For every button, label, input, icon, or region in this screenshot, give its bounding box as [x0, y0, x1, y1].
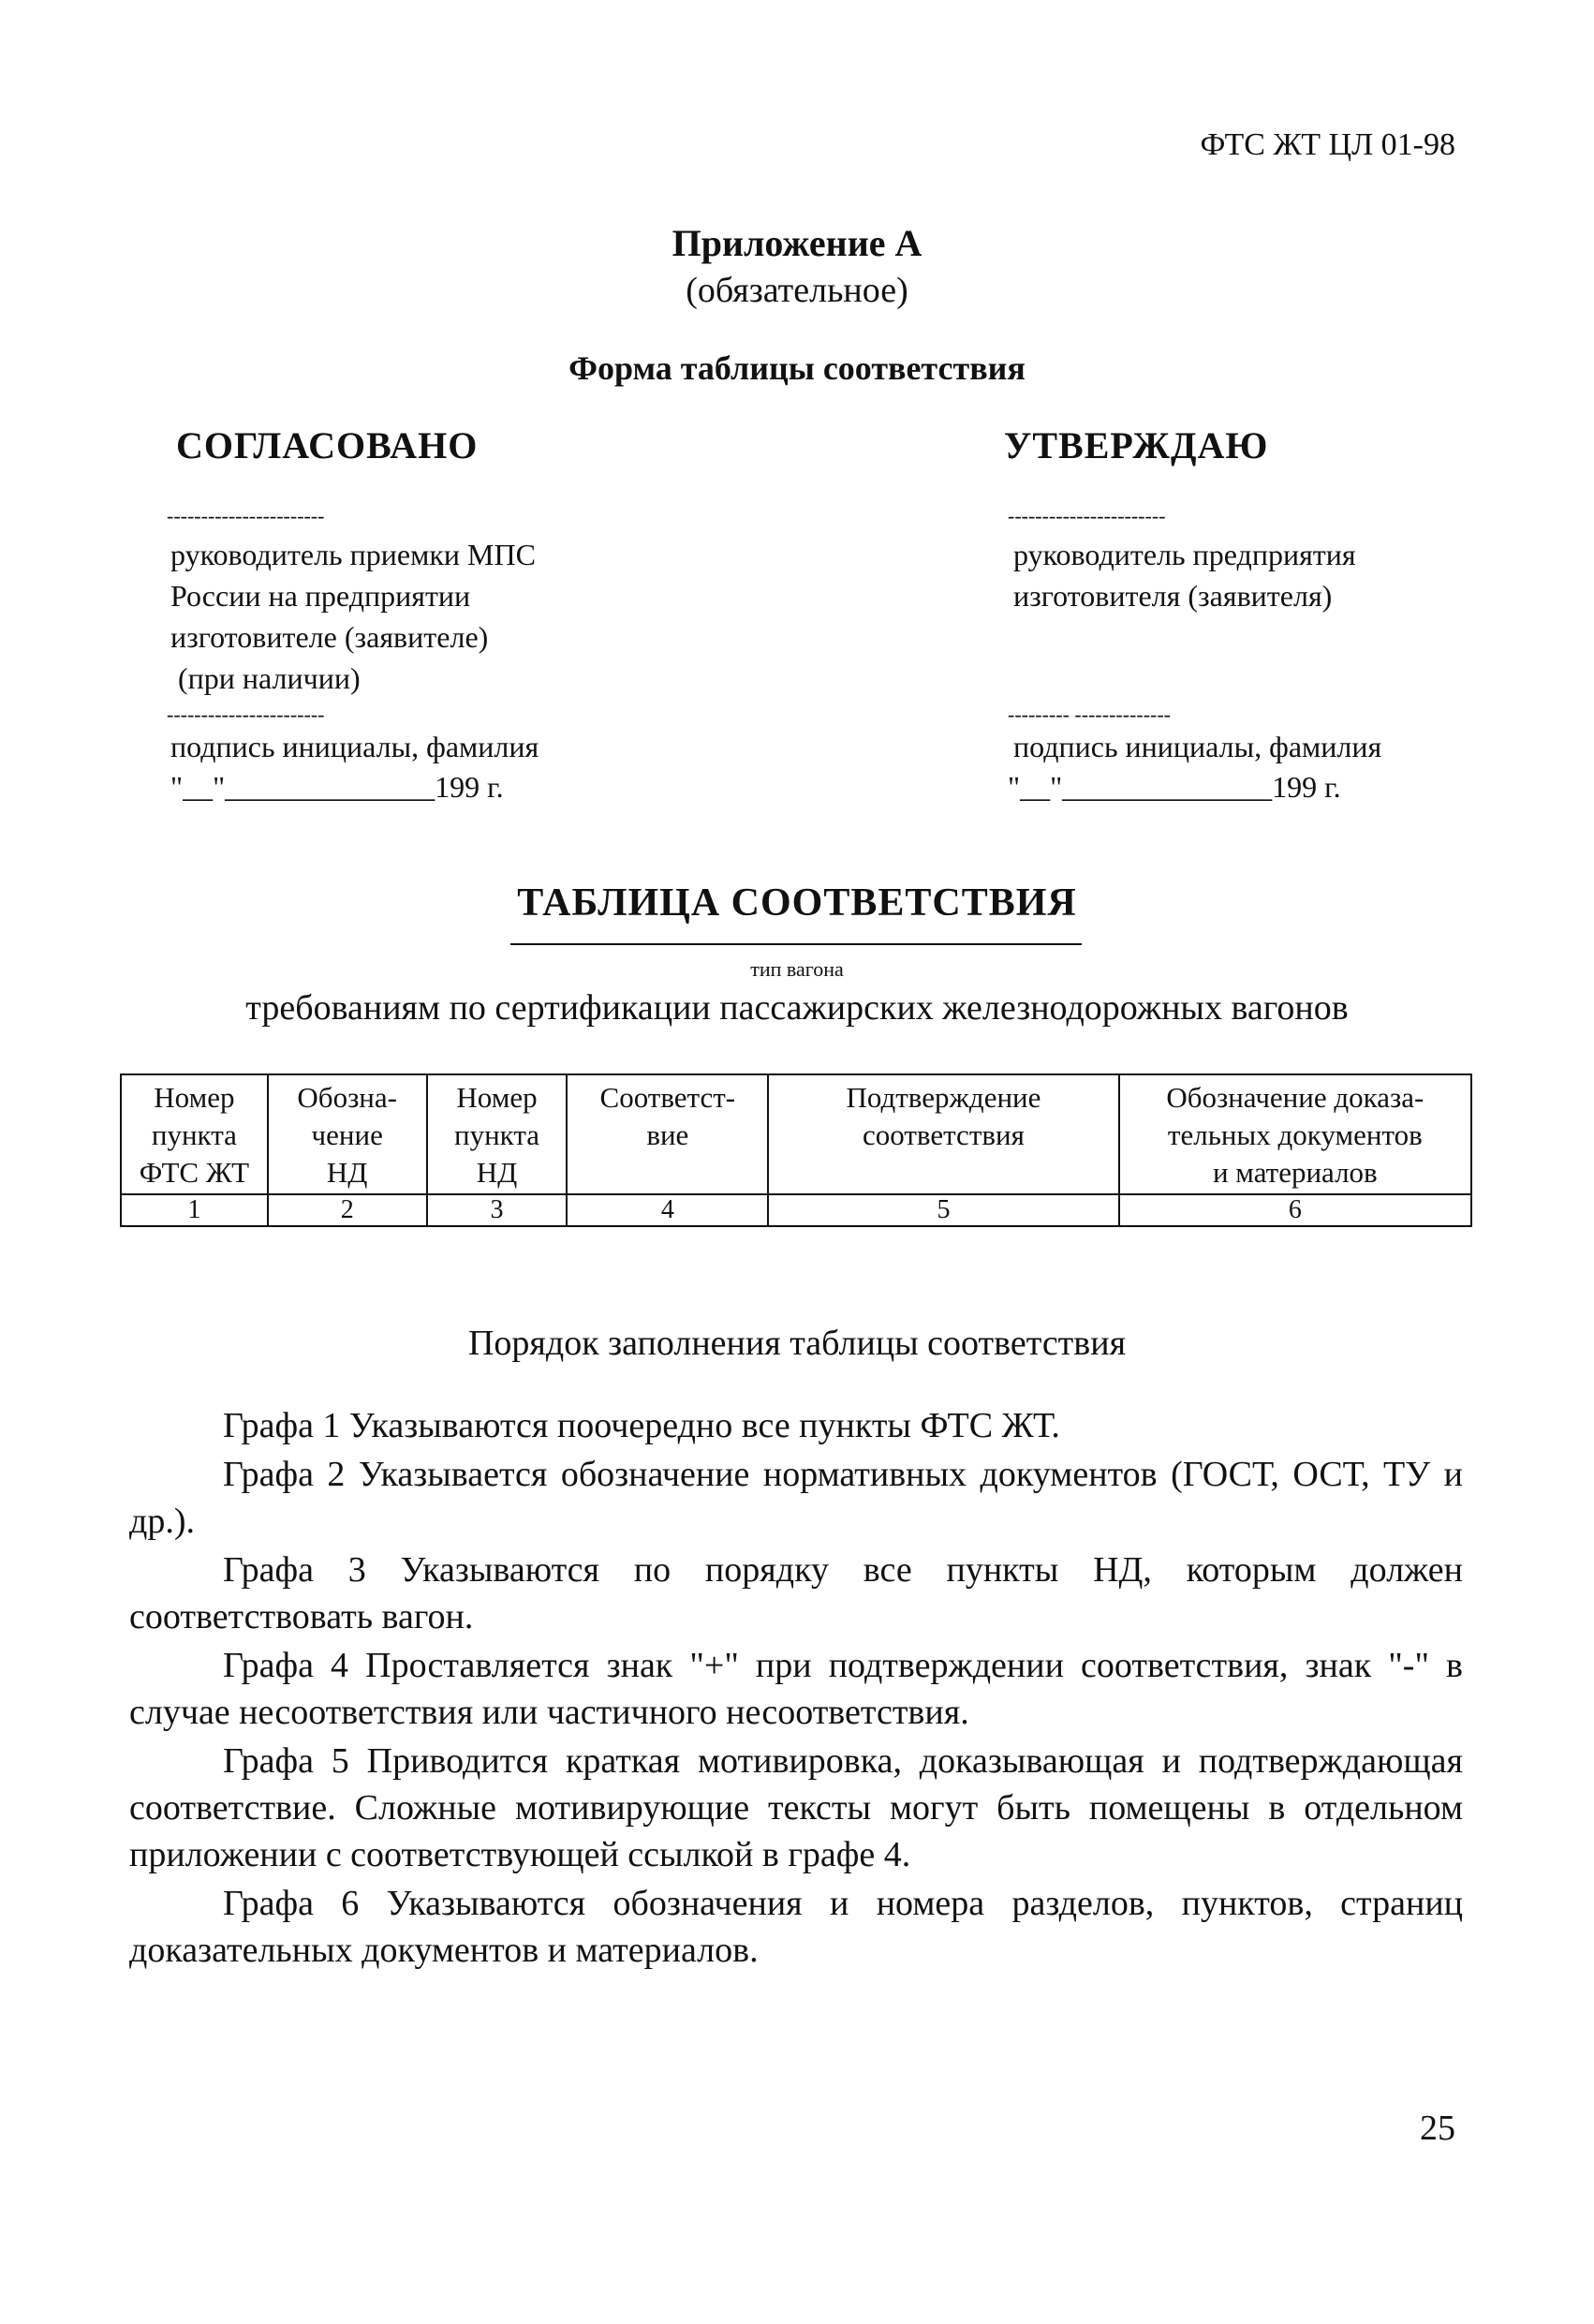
wagon-type-label: тип вагона [750, 957, 844, 981]
column-header [1119, 1074, 1471, 1194]
header-text: НД [476, 1156, 518, 1189]
agreed-top-line: ----------------------- [167, 504, 325, 527]
form-title: Форма таблицы соответствия [568, 349, 1026, 387]
procedure-paragraph: Графа 6 Указываются обозначения и номера разделов, пунктов, страниц доказательных документов и материалов. [129, 1884, 1463, 1970]
requirements-line: требованиям по сертификации пассажирских железнодорожных вагонов [245, 988, 1349, 1028]
table-number-row [121, 1194, 1471, 1226]
column-number: 2 [268, 1194, 427, 1226]
approved-sign-line: --------- -------------- [1008, 703, 1172, 726]
document-code: ФТС ЖТ ЦЛ 01-98 [1200, 127, 1455, 162]
column-header [427, 1074, 568, 1194]
agreed-date: "__"______________199 г. [170, 770, 504, 804]
header-text: и материалов [1212, 1156, 1378, 1189]
procedure-paragraph: Графа 5 Приводится краткая мотивировка, доказывающая и подтверждающая соответствие. Сложные мотивирующие тексты могут быть помещены в отдельном приложении с соответствующей ссылкой в графе 4. [129, 1741, 1463, 1874]
header-text: Соответст- [599, 1081, 736, 1114]
header-text: ФТС ЖТ [139, 1156, 250, 1189]
procedure-paragraph: Графа 1 Указываются поочередно все пункты ФТС ЖТ. [223, 1406, 1060, 1445]
header-text: Обозна- [297, 1081, 397, 1114]
procedure-title: Порядок заполнения таблицы соответствия [467, 1324, 1127, 1363]
appendix-title: Приложение А [672, 222, 922, 264]
agreed-line: изготовителе (заявителе) [170, 620, 489, 654]
conformity-table [120, 1073, 1472, 1227]
column-number: 5 [768, 1194, 1118, 1226]
column-header [567, 1074, 768, 1194]
column-header [121, 1074, 268, 1194]
header-text: Номер [456, 1081, 538, 1114]
header-text: пункта [151, 1118, 237, 1151]
header-text: Обозначение доказа- [1166, 1081, 1424, 1114]
agreed-line: России на предприятии [170, 579, 471, 613]
table-header-row [121, 1074, 1471, 1194]
column-number: 6 [1119, 1194, 1471, 1226]
header-text: пункта [454, 1118, 540, 1151]
header-text: НД [326, 1156, 368, 1189]
agreed-heading: СОГЛАСОВАНО [176, 424, 479, 466]
appendix-subtitle: (обязательное) [686, 271, 908, 310]
header-text: соответствия [863, 1118, 1025, 1151]
approved-date: "__"______________199 г. [1008, 770, 1341, 804]
wagon-type-line [510, 943, 1082, 945]
conformity-table-title: ТАБЛИЦА СООТВЕТСТВИЯ [517, 881, 1077, 925]
column-number: 3 [427, 1194, 568, 1226]
approved-line: изготовителя (заявителя) [1013, 579, 1333, 613]
agreed-line: (при наличии) [170, 661, 361, 695]
procedure-paragraph: Графа 2 Указывается обозначение нормативных документов (ГОСТ, ОСТ, ТУ и др.). [129, 1455, 1463, 1541]
column-number: 4 [567, 1194, 768, 1226]
procedure-paragraph: Графа 4 Проставляется знак "+" при подтверждении соответствия, знак "-" в случае несоответствия или частичного несоответствия. [129, 1646, 1463, 1732]
header-text: чение [311, 1118, 383, 1151]
procedure-paragraph: Графа 3 Указываются по порядку все пункты НД, которым должен соответствовать вагон. [129, 1550, 1463, 1636]
column-header [268, 1074, 427, 1194]
agreed-sign-caption: подпись инициалы, фамилия [170, 730, 539, 763]
approved-top-line: ----------------------- [1008, 504, 1166, 527]
column-number: 1 [121, 1194, 268, 1226]
header-text: Подтверждение [846, 1081, 1041, 1114]
header-text: вие [646, 1118, 689, 1151]
header-text: Номер [154, 1081, 235, 1114]
page-number: 25 [1420, 2109, 1455, 2148]
column-header [768, 1074, 1118, 1194]
approved-sign-caption: подпись инициалы, фамилия [1013, 730, 1382, 763]
approved-heading: УТВЕРЖДАЮ [1004, 424, 1269, 466]
agreed-position-block [170, 534, 536, 699]
agreed-sign-line: ----------------------- [167, 703, 325, 726]
agreed-line: руководитель приемки МПС [170, 538, 536, 571]
procedure-text [129, 1402, 1463, 1976]
approved-line: руководитель предприятия [1013, 538, 1356, 571]
approved-position-block [1013, 534, 1356, 616]
header-text: тельных документов [1167, 1118, 1423, 1151]
